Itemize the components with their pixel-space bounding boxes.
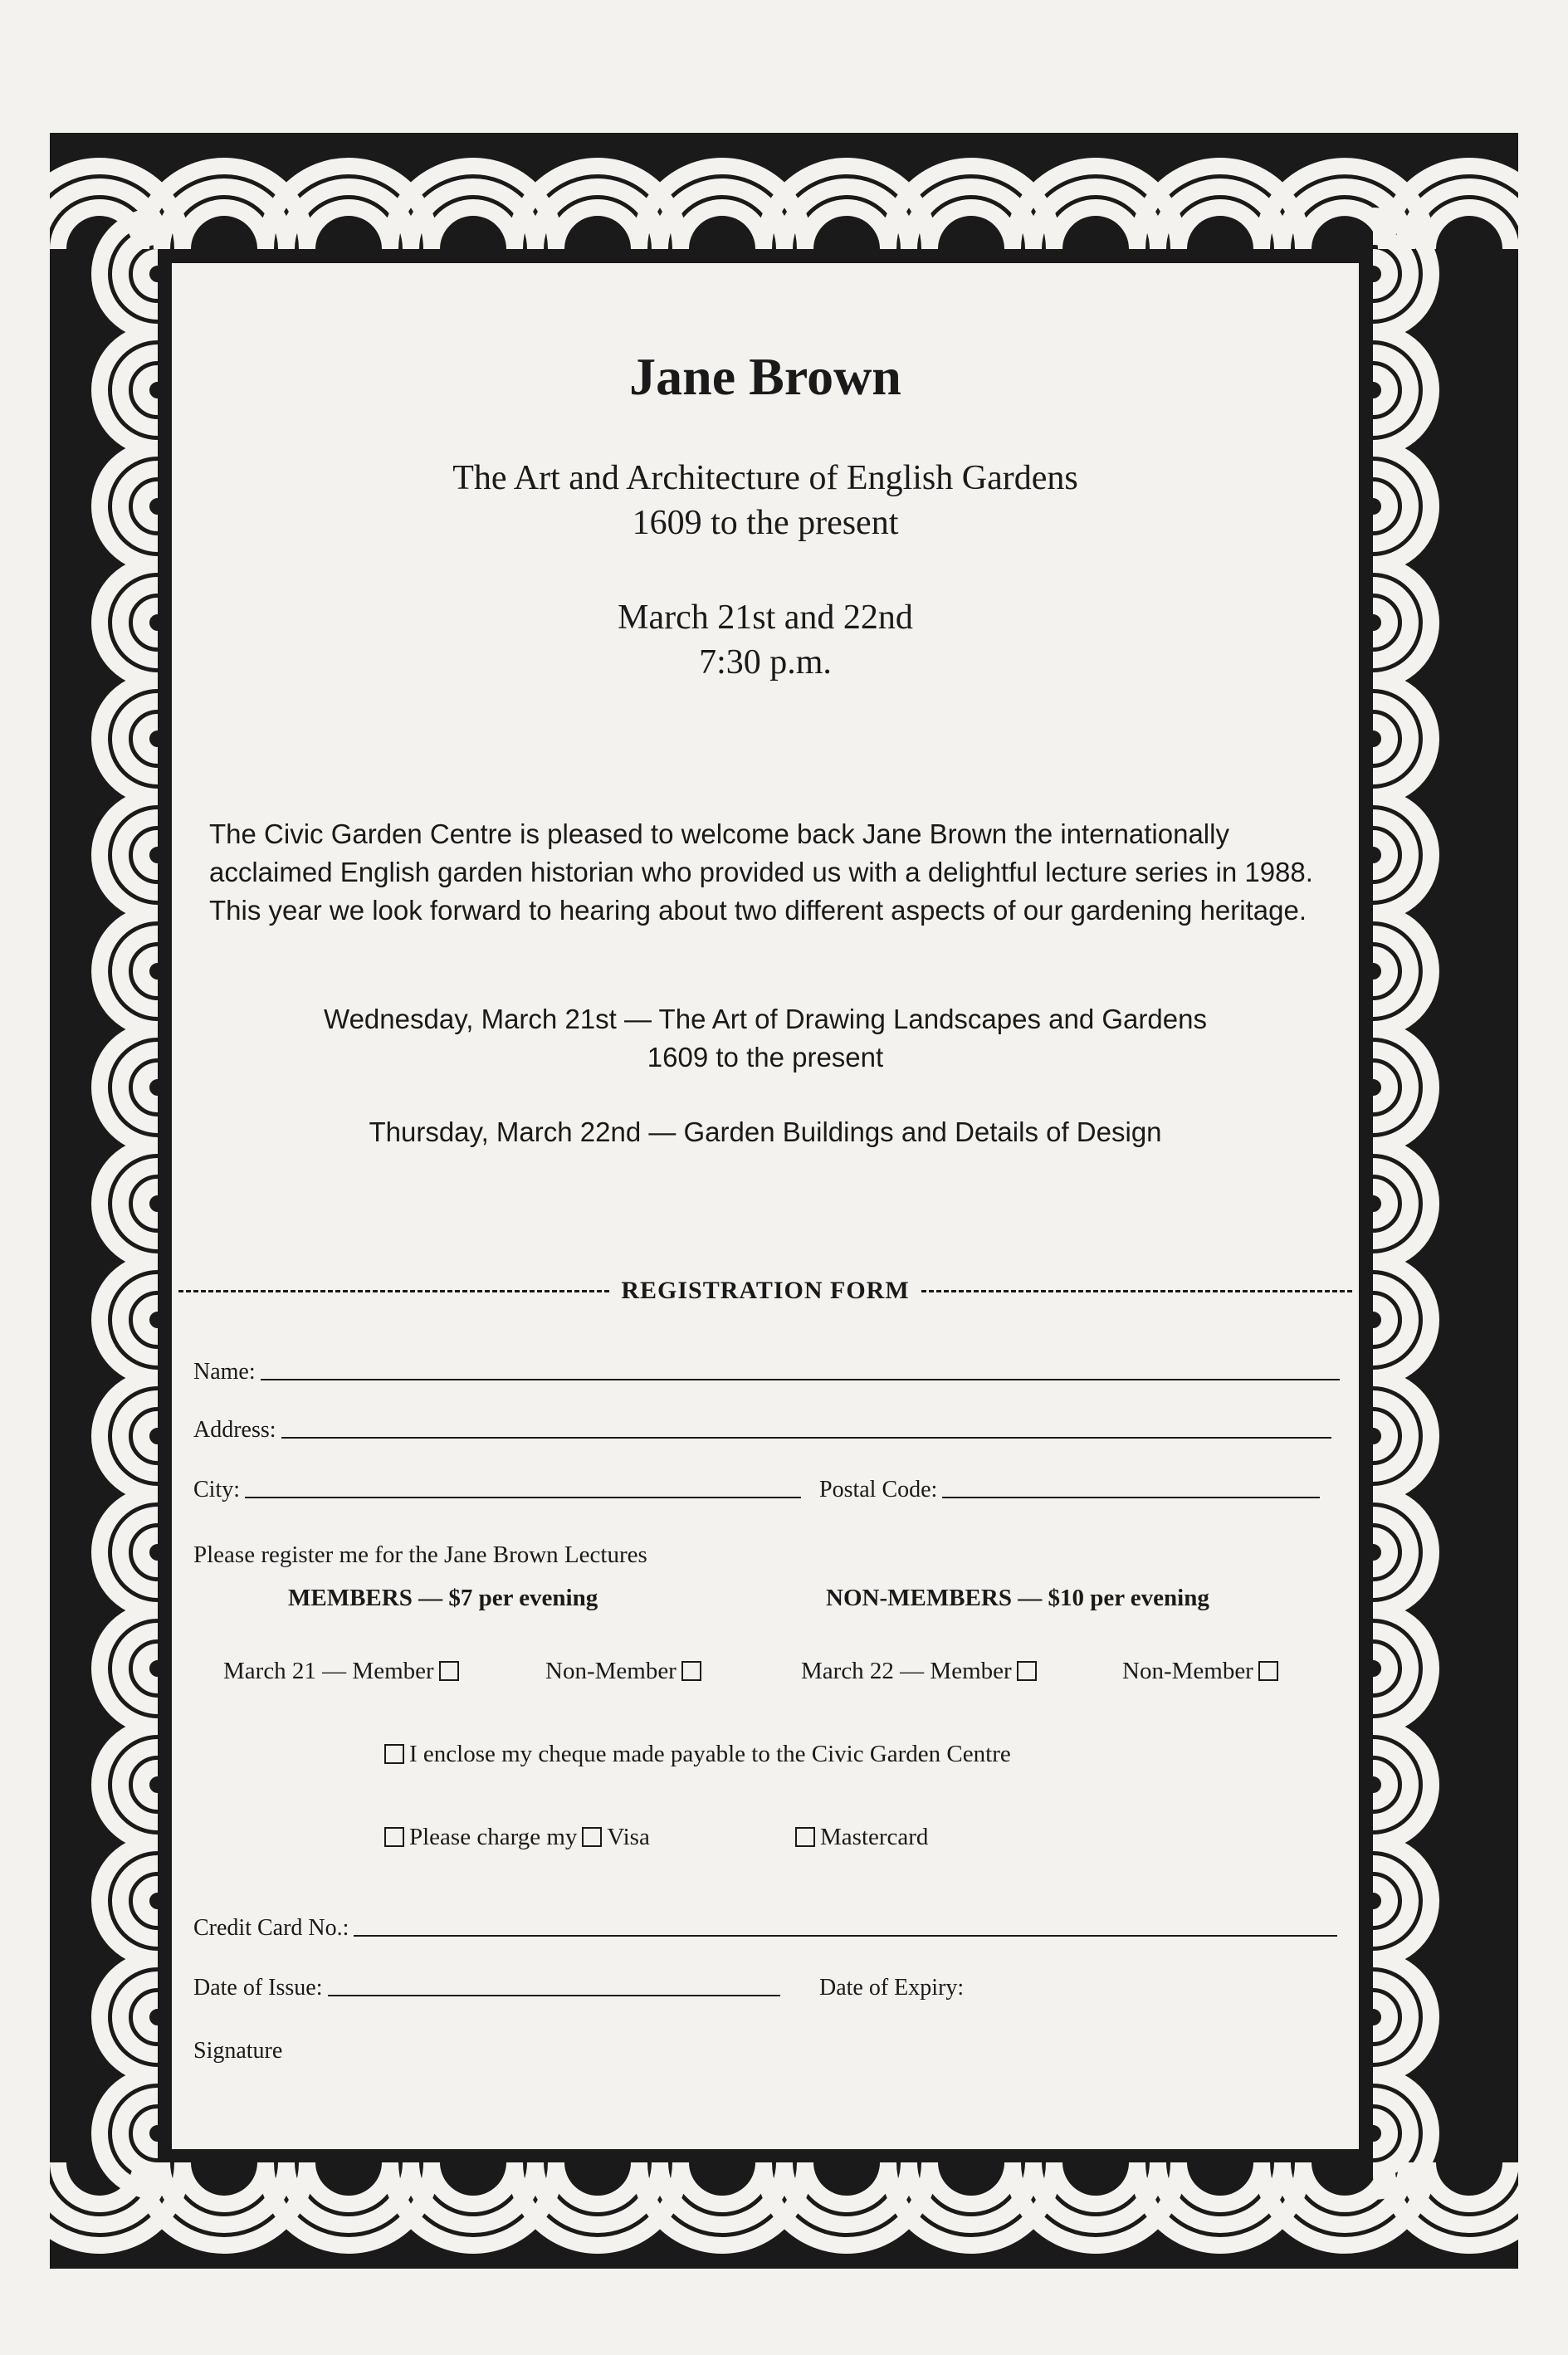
cheque-option[interactable] [379, 1741, 1011, 1768]
session-wednesday: Wednesday, March 21st — The Art of Drawing Landscapes and Gardens [324, 1004, 1207, 1034]
charge-label: Please charge my [409, 1824, 578, 1850]
issue-date-field[interactable] [193, 1975, 780, 2001]
city-label: City: [193, 1477, 241, 1502]
members-price: MEMBERS — $7 per evening [288, 1585, 598, 1611]
expiry-date-field[interactable] [819, 1975, 964, 2001]
mar22-nonmember-option[interactable] [1122, 1658, 1283, 1685]
address-field[interactable] [193, 1417, 1331, 1444]
cheque-label: I enclose my cheque made payable to the Civic Garden Centre [409, 1741, 1011, 1767]
issue-date-line[interactable] [328, 1995, 780, 1996]
lecture-period: 1609 to the present [632, 504, 899, 542]
name-label: Name: [193, 1359, 256, 1385]
lecture-title: The Art and Architecture of English Gardens [452, 459, 1078, 497]
registration-heading: REGISTRATION FORM [621, 1277, 910, 1304]
name-field[interactable] [193, 1359, 1340, 1385]
mar21-member-label: March 21 — Member [223, 1658, 434, 1684]
mar22-member-option[interactable] [801, 1658, 1042, 1685]
mar21-nonmember-label: Non-Member [545, 1658, 677, 1684]
credit-card-line[interactable] [354, 1935, 1337, 1937]
event-dates: March 21st and 22nd [618, 599, 913, 637]
flyer-panel [169, 260, 1362, 2152]
visa-label: Visa [607, 1824, 650, 1850]
postal-code-field[interactable] [819, 1477, 1320, 1503]
mastercard-checkbox[interactable] [795, 1827, 815, 1847]
speaker-name: Jane Brown [629, 347, 901, 406]
registration-heading-row [178, 1274, 1352, 1307]
signature-label: Signature [193, 2038, 283, 2064]
charge-option[interactable] [379, 1824, 650, 1851]
session-thursday: Thursday, March 22nd — Garden Buildings and Details of Design [369, 1116, 1162, 1147]
divider [921, 1290, 1352, 1292]
mar21-member-checkbox[interactable] [439, 1661, 459, 1681]
address-line[interactable] [281, 1437, 1331, 1439]
divider [178, 1290, 609, 1292]
event-time: 7:30 p.m. [699, 643, 832, 682]
mar21-nonmember-option[interactable] [545, 1658, 706, 1685]
issue-date-label: Date of Issue: [193, 1975, 323, 2001]
signature-field[interactable] [193, 2038, 282, 2064]
mar22-nonmember-label: Non-Member [1122, 1658, 1253, 1684]
address-label: Address: [193, 1417, 276, 1443]
intro-paragraph: The Civic Garden Centre is pleased to welcome back Jane Brown the internationally acclaimed English garden historian who provided us with a delightful lecture series in 1988. This year we look forward to hearing about two different aspects of our gardening heritage. [209, 818, 1313, 926]
charge-checkbox[interactable] [384, 1827, 404, 1847]
mar21-nonmember-checkbox[interactable] [681, 1661, 701, 1681]
session-wednesday-period: 1609 to the present [647, 1042, 884, 1072]
mastercard-option[interactable] [790, 1824, 928, 1851]
mastercard-label: Mastercard [820, 1824, 929, 1850]
visa-checkbox[interactable] [582, 1827, 602, 1847]
credit-card-label: Credit Card No.: [193, 1915, 349, 1941]
mar22-nonmember-checkbox[interactable] [1258, 1661, 1278, 1681]
postal-code-label: Postal Code: [819, 1477, 938, 1502]
mar21-member-option[interactable] [223, 1658, 464, 1685]
expiry-date-label: Date of Expiry: [819, 1975, 965, 2001]
city-field[interactable] [193, 1477, 801, 1503]
nonmembers-price: NON-MEMBERS — $10 per evening [826, 1585, 1209, 1611]
mar22-member-label: March 22 — Member [801, 1658, 1012, 1684]
cheque-checkbox[interactable] [384, 1744, 404, 1764]
city-line[interactable] [245, 1497, 801, 1498]
register-text: Please register me for the Jane Brown Lectures [193, 1541, 647, 1568]
mar22-member-checkbox[interactable] [1017, 1661, 1037, 1681]
credit-card-field[interactable] [193, 1915, 1337, 1942]
postal-code-line[interactable] [942, 1497, 1320, 1498]
name-line[interactable] [261, 1379, 1340, 1380]
